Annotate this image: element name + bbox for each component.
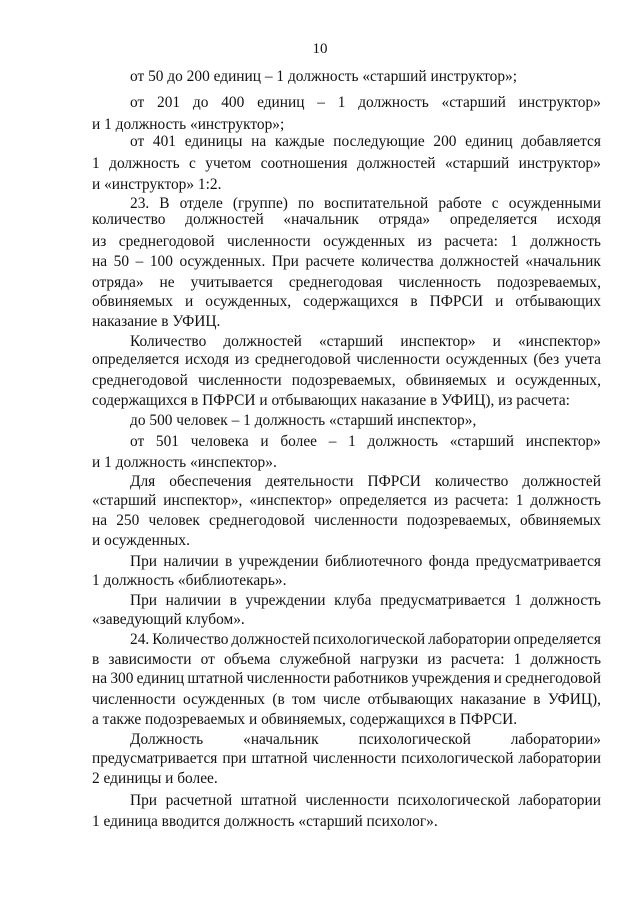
word: должностей	[185, 211, 264, 228]
word: 1	[515, 492, 524, 509]
word: численности	[227, 233, 311, 250]
word: в	[229, 592, 237, 609]
word: каждые	[274, 133, 325, 150]
word: из	[427, 651, 442, 668]
text-line	[92, 153, 601, 175]
word: деятельности	[265, 473, 354, 490]
word: клуба	[334, 592, 372, 609]
word: учреждении	[245, 592, 326, 609]
text-line: и осужденных.	[92, 532, 190, 549]
word: осужденных,	[515, 372, 601, 389]
word: среднегодовой	[209, 512, 305, 529]
word: психологической	[397, 792, 510, 809]
text-line	[92, 490, 601, 512]
word: обеспечения	[169, 473, 252, 490]
word: При	[130, 792, 158, 809]
word: в	[410, 293, 418, 310]
word: среднегодовой	[505, 670, 601, 687]
word: должностей	[356, 155, 436, 172]
word: лаборатории	[518, 750, 601, 767]
word: (без	[533, 351, 560, 368]
word: осужденных,	[205, 293, 292, 310]
word: и	[495, 293, 504, 310]
word: Должность	[130, 731, 204, 748]
word: отряда»	[92, 274, 144, 291]
word: «начальник	[243, 731, 319, 748]
text-line: и 1 должность «инспектор».	[92, 454, 277, 471]
word: 50	[113, 253, 130, 270]
word: учреждении	[238, 553, 319, 570]
word: предусматривается	[380, 592, 506, 609]
word: При	[130, 592, 158, 609]
word: и	[260, 433, 269, 450]
word: от	[200, 651, 215, 668]
word: должностей	[223, 333, 302, 350]
word: служебной	[279, 651, 351, 668]
text-line: и «инструктор» 1:2.	[92, 176, 222, 193]
word: психологической	[401, 750, 514, 767]
word: человека	[190, 433, 249, 450]
text-line	[92, 209, 601, 231]
word: количество	[434, 473, 509, 490]
word: –	[135, 253, 144, 270]
text-line	[130, 131, 601, 153]
text-line: 1 единица вводится должность «старший психолог».	[92, 813, 438, 830]
word: в	[225, 553, 233, 570]
word: последующие	[333, 133, 425, 150]
text-line	[130, 629, 601, 651]
word: численность	[398, 274, 481, 291]
word: подозреваемых,	[496, 274, 601, 291]
word: обвиняемых	[519, 512, 601, 529]
word: «старший	[92, 492, 157, 509]
text-line: содержащихся в ПФРСИ и отбывающих наказание в УФИЦ), из расчета:	[92, 392, 570, 409]
word: осужденных	[445, 351, 528, 368]
word: предусматривается	[92, 750, 218, 767]
word: предусматривается	[475, 553, 601, 570]
word: из	[417, 233, 432, 250]
word: наличии	[165, 592, 222, 609]
word: 400	[221, 94, 245, 111]
word: «старший	[449, 433, 514, 450]
word: осужденными	[508, 195, 601, 212]
word: от	[130, 133, 145, 150]
word: определяется	[449, 211, 538, 228]
word: численности	[312, 750, 397, 767]
word: учреждения	[411, 670, 491, 687]
word: и	[496, 372, 506, 389]
word: единиц	[136, 670, 185, 687]
word: –	[328, 433, 337, 450]
word: из	[92, 233, 107, 250]
word: штатной	[187, 670, 244, 687]
word: в	[533, 691, 541, 708]
word: исходя	[556, 211, 601, 228]
text-line: наказание в УФИЦ.	[92, 313, 221, 330]
text-line	[92, 291, 601, 313]
word: При	[271, 253, 299, 270]
word: Количество	[152, 631, 229, 648]
word: лаборатории	[518, 792, 601, 809]
word: подозреваемых,	[406, 512, 511, 529]
word: отделе	[179, 195, 223, 212]
word: среднегодовой	[118, 233, 215, 250]
word: обвиняемых	[405, 372, 487, 389]
word: отряда»	[378, 211, 431, 228]
word: 24.	[130, 631, 150, 648]
word: среднегодовая	[288, 274, 383, 291]
word: психологической	[312, 631, 426, 648]
text-line	[92, 370, 601, 392]
word: более	[280, 433, 318, 450]
word: расчета:	[450, 651, 505, 668]
word: «начальник	[283, 211, 359, 228]
word: 100	[149, 253, 173, 270]
word: осужденных.	[179, 253, 266, 270]
word: воспитательной	[323, 195, 429, 212]
word: 23.	[130, 195, 150, 212]
word: 300	[110, 670, 134, 687]
word: на	[92, 670, 108, 687]
word: Количество	[130, 333, 207, 350]
word: расчета:	[455, 492, 509, 509]
word: численности	[314, 512, 398, 529]
word: численности	[197, 372, 282, 389]
text-line	[92, 349, 601, 371]
word: инспектор»,	[163, 492, 243, 509]
word: из	[433, 492, 449, 509]
word: среднегодовой	[254, 351, 351, 368]
word: 501	[155, 433, 179, 450]
word: учетом	[205, 155, 252, 172]
word: «старший	[441, 94, 506, 111]
word: расчетной	[165, 792, 233, 809]
text-line: а также подозреваемых и обвиняемых, содержащихся в ПФРСИ.	[92, 711, 518, 728]
word: соотношения	[260, 155, 348, 172]
word: «старший	[318, 333, 384, 350]
text-line: «заведующий клубом».	[92, 611, 245, 628]
word: 1	[337, 94, 346, 111]
word: на	[92, 253, 108, 270]
word: должность	[109, 155, 180, 172]
word: из	[234, 351, 250, 368]
word: 1	[510, 233, 518, 250]
word: Для	[130, 473, 156, 490]
word: том	[292, 691, 316, 708]
text-line	[92, 689, 601, 711]
word: отбывающих	[515, 293, 601, 310]
word: работе	[438, 195, 482, 212]
page-number: 10	[312, 41, 328, 57]
word: единицы	[184, 133, 243, 150]
word: наказание	[460, 691, 526, 708]
word: от	[130, 433, 145, 450]
word: отбывающих	[367, 691, 454, 708]
word: количество	[92, 211, 166, 228]
word: среднегодовой	[92, 372, 188, 389]
word: численности	[305, 792, 390, 809]
word: (в	[272, 691, 285, 708]
word: должность	[530, 592, 601, 609]
word: осужденных	[323, 233, 406, 250]
word: 1	[348, 433, 356, 450]
text-line	[130, 790, 601, 812]
word: библиотечного	[324, 553, 423, 570]
text-line: и 1 должность «инструктор»;	[92, 116, 285, 133]
word: единиц	[257, 94, 305, 111]
word: 1	[514, 592, 522, 609]
word: зависимости	[108, 651, 192, 668]
word: инструктор»	[518, 94, 601, 111]
word: должность	[367, 433, 439, 450]
text-line	[92, 251, 601, 273]
word: инспектор»	[400, 333, 476, 350]
word: 201	[157, 94, 181, 111]
text-line: 1 должность «библиотекарь».	[92, 572, 287, 589]
word: с	[491, 195, 499, 212]
word: ПФРСИ	[367, 473, 421, 490]
text-line	[92, 231, 601, 253]
word: единиц	[465, 133, 513, 150]
word: работников	[333, 670, 409, 687]
word: (группе)	[232, 195, 288, 212]
word: в	[92, 651, 100, 668]
word: инспектор»	[525, 433, 601, 450]
text-line	[92, 510, 601, 532]
word: должностей	[231, 631, 310, 648]
word: «инспектор»	[517, 333, 601, 350]
word: до	[192, 94, 209, 111]
word: штатной	[240, 792, 297, 809]
word: психологической	[358, 731, 471, 748]
word: определяется	[339, 492, 427, 509]
word: При	[130, 553, 158, 570]
word: объема	[223, 651, 271, 668]
word: числе	[323, 691, 361, 708]
word: расчете	[305, 253, 355, 270]
word: численности	[356, 351, 441, 368]
word: учитывается	[190, 274, 273, 291]
word: осужденных	[182, 691, 265, 708]
word: лаборатории»	[510, 731, 601, 748]
word: должность	[530, 651, 601, 668]
word: определяется	[513, 631, 601, 648]
word: 200	[433, 133, 457, 150]
word: расчета:	[444, 233, 498, 250]
text-line	[92, 668, 601, 690]
word: и	[184, 293, 194, 310]
word: на	[92, 512, 108, 529]
word: В	[159, 195, 170, 212]
text-line: до 500 человек – 1 должность «старший инспектор»,	[130, 412, 477, 429]
word: «старший	[444, 155, 510, 172]
word: определяется	[92, 351, 180, 368]
word: ПФРСИ	[429, 293, 484, 310]
word: человек	[148, 512, 200, 529]
word: по	[297, 195, 314, 212]
word: «начальник	[525, 253, 601, 270]
word: подозреваемых,	[291, 372, 396, 389]
word: должностей	[522, 473, 601, 490]
word: лаборатории	[428, 631, 511, 648]
word: 250	[116, 512, 140, 529]
word: при	[222, 750, 247, 767]
word: от	[130, 94, 145, 111]
word: обвиняемых	[92, 293, 173, 310]
word: 1	[513, 651, 522, 668]
word: и	[492, 333, 501, 350]
word: содержащихся	[303, 293, 399, 310]
text-line	[92, 748, 601, 770]
word: численности	[246, 670, 331, 687]
word: количества	[361, 253, 434, 270]
word: исходя	[185, 351, 230, 368]
text-line	[130, 431, 601, 453]
word: фонда	[428, 553, 470, 570]
word: УФИЦ),	[547, 691, 601, 708]
word: и	[493, 670, 502, 687]
word: штатной	[251, 750, 308, 767]
word: должность	[530, 492, 601, 509]
word: 1	[92, 155, 100, 172]
word: наличии	[163, 553, 219, 570]
word: не	[159, 274, 175, 291]
word: 401	[152, 133, 176, 150]
word: –	[317, 94, 325, 111]
word: должность	[358, 94, 429, 111]
text-line: 2 единицы и более.	[92, 770, 218, 787]
word: «инспектор»	[249, 492, 333, 509]
word: должность	[530, 233, 601, 250]
word: численности	[92, 691, 176, 708]
word: учета	[564, 351, 601, 368]
word: на	[251, 133, 267, 150]
word: должностей	[440, 253, 519, 270]
word: добавляется	[521, 133, 601, 150]
word: с	[189, 155, 196, 172]
text-line: от 50 до 200 единиц – 1 должность «старший инструктор»;	[130, 68, 518, 85]
word: инструктор»	[518, 155, 601, 172]
word: нагрузки	[359, 651, 419, 668]
text-line	[130, 92, 601, 114]
